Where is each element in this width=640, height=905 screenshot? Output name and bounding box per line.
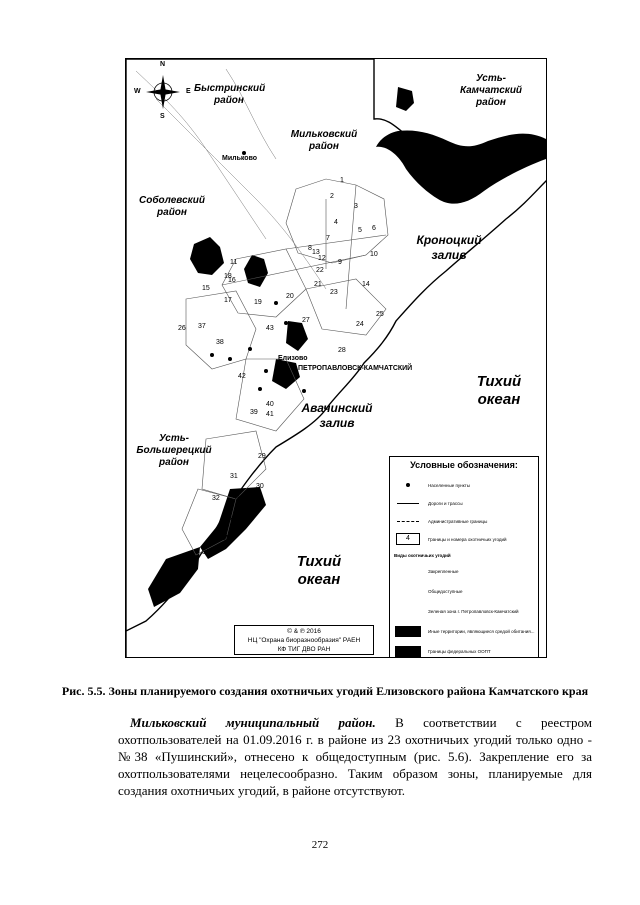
zone-number: 7 [326, 235, 330, 242]
zone-number: 26 [178, 325, 186, 332]
zone-number: 40 [266, 401, 274, 408]
zone-number: 32 [212, 495, 220, 502]
zone-number: 28 [338, 347, 346, 354]
protected-area-avacha [286, 321, 308, 351]
zone-number: 21 [314, 281, 322, 288]
settlement-symbol-icon [406, 483, 410, 487]
paragraph-lead: Мильковский муниципальный район. [130, 715, 376, 730]
region-bystrinsky: Быстринский район [194, 83, 266, 106]
city-milkovo: Мильково [222, 155, 258, 162]
compass-n: N [160, 61, 166, 68]
protected-area-centre [244, 255, 268, 287]
zone-number: 10 [370, 251, 378, 258]
protected-area-southtip [148, 547, 200, 607]
legend-item: Закрепленные [428, 568, 459, 574]
body-paragraph [118, 714, 592, 799]
region-sobolevsky: Соболевский район [139, 195, 205, 218]
compass-w: W [134, 88, 141, 95]
map-figure [125, 58, 547, 658]
zone-number: 35 [222, 535, 230, 542]
zone-number: 30 [256, 483, 264, 490]
figure-caption: Рис. 5.5. Зоны планируемого создания охотничьих угодий Елизовского района Камчатского края [61, 684, 589, 698]
other-territory-symbol-icon [395, 626, 421, 637]
legend-title: Условные обозначения: [410, 460, 518, 470]
legend-item: Дороги и трассы [394, 497, 536, 509]
zone-number: 16 [228, 277, 236, 284]
protected-area-east [376, 130, 546, 203]
protected-area-west [190, 237, 224, 275]
protected-area-north [396, 87, 414, 111]
zone-number: 24 [356, 321, 364, 328]
map-copyright: © & ℗ 2016 НЦ "Охрана биоразнообразия" РАЕН КФ ТИГ ДВО РАН [234, 625, 374, 655]
zone-number: 11 [230, 259, 238, 266]
legend-item: Иные территории, являющиеся средой обитания... [394, 625, 536, 637]
zone-number: 23 [330, 289, 338, 296]
compass-e: E [186, 88, 191, 95]
map-legend [389, 456, 539, 658]
protected-area-coast [272, 359, 300, 389]
zone-number: 17 [224, 297, 232, 304]
legend-item: Административные границы [394, 515, 536, 527]
zone-number: 6 [372, 225, 376, 232]
zone-number: 27 [302, 317, 310, 324]
zone-number: 4 [334, 219, 338, 226]
zone-number: 43 [266, 325, 274, 332]
region-milkovsky: Мильковский район [290, 129, 358, 152]
zone-number: 2 [330, 193, 334, 200]
legend-item: 4 Границы и номера охотничьих угодий [394, 533, 536, 545]
gulf-kronotsky: Кроноцкий залив [416, 233, 482, 262]
paragraph-first-line: Мильковский муниципальный район. В соответствии с реестром [130, 715, 593, 730]
zone-number: 36 [202, 549, 210, 556]
admin-border-symbol-icon [397, 521, 419, 522]
legend-item: Общедоступные [428, 588, 463, 594]
road-symbol-icon [397, 503, 419, 504]
zone-number: 12 [318, 255, 326, 262]
zone-number: 38 [216, 339, 224, 346]
ocean-label-1: Тихий океан [476, 373, 522, 408]
zone-border-symbol-icon: 4 [396, 533, 420, 545]
zone-number: 29 [258, 453, 266, 460]
zone-number: 13 [312, 249, 320, 256]
city-elizovo: Елизово [278, 355, 308, 362]
compass-icon [134, 61, 191, 120]
zone-number: 18 [224, 273, 232, 280]
zone-number: 5 [358, 227, 362, 234]
page-number: 272 [311, 839, 329, 851]
zone-number: 25 [376, 311, 384, 318]
protected-area-symbol-icon [395, 646, 421, 657]
zone-number: 34 [228, 515, 236, 522]
region-ust-bolsheretsky: Усть- Большерецкий район [136, 433, 212, 468]
region-ust-kamchatsky: Усть- Камчатский район [459, 73, 523, 108]
zone-number: 19 [254, 299, 262, 306]
zone-number: 8 [308, 245, 312, 252]
legend-item: Населенные пункты [394, 479, 536, 491]
zone-number: 14 [362, 281, 370, 288]
zone-number: 22 [316, 267, 324, 274]
city-petropavlovsk: ПЕТРОПАВЛОВСК-КАМЧАТСКИЙ [298, 365, 413, 372]
legend-subheading: Виды охотничьих угодий [394, 552, 451, 558]
zone-number: 41 [266, 411, 274, 418]
zone-number: 37 [198, 323, 206, 330]
zone-number: 20 [286, 293, 294, 300]
zone-number: 33 [232, 495, 240, 502]
zone-number: 39 [250, 409, 258, 416]
compass-s: S [160, 113, 165, 120]
paragraph-body: охотпользователей на 01.09.2016 г. в районе из 23 охотничьих угодий только одно - №38 «Пушинский», отнесено к общедоступным (рис. 5.6). Закрепление его за охотпользователями нецелесообразно. Таким образом зоны, планируемые для создания охотничьих угодий, в районе отсутствуют. [118, 732, 592, 798]
zone-number: 15 [202, 285, 210, 292]
zone-number: 31 [230, 473, 238, 480]
zone-number: 3 [354, 203, 358, 210]
zone-number: 42 [238, 373, 246, 380]
gulf-avachinsky: Авачинский залив [301, 401, 373, 430]
zone-number: 1 [340, 177, 344, 184]
ocean-label-2: Тихий океан [296, 553, 342, 588]
legend-item: Зеленая зона г. Петропавловск-Камчатский [428, 608, 519, 614]
legend-item: Границы федеральных ООПТ [394, 645, 536, 657]
zone-number: 9 [338, 259, 342, 266]
